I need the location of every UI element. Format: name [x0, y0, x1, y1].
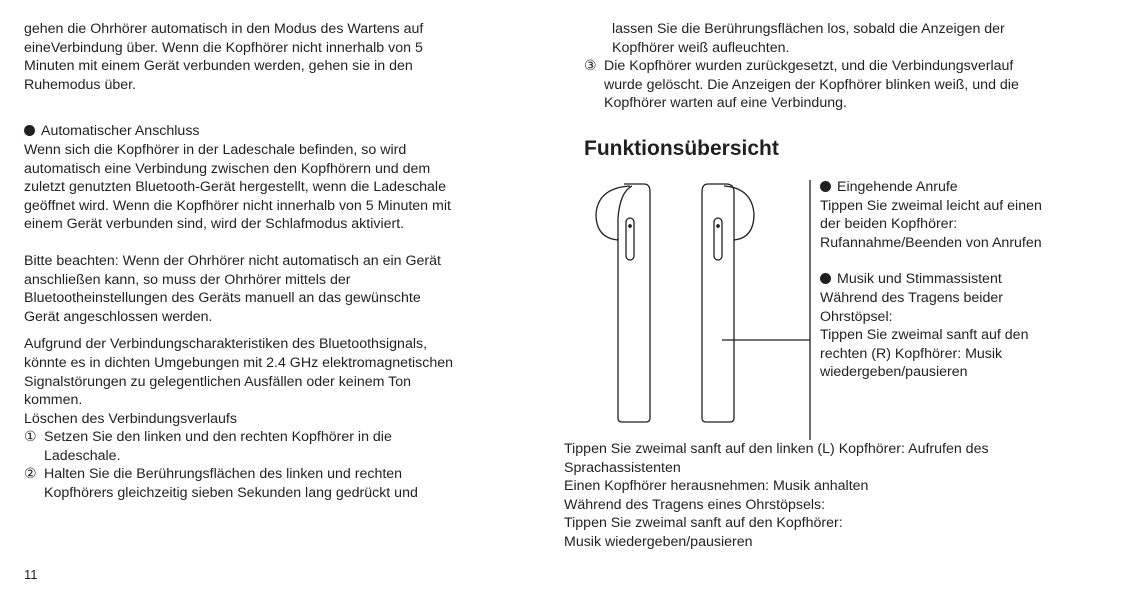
auto-body-line: geöffnet wird. Wenn die Kopfhörer nicht innerhalb von 5 Minuten mit: [24, 197, 451, 214]
intro-line: Ruhemodus über.: [24, 76, 136, 93]
step-number: ②: [24, 466, 37, 483]
step-number: ①: [24, 429, 37, 446]
note-line: Bitte beachten: Wenn der Ohrhörer nicht automatisch an ein Gerät: [24, 252, 441, 269]
step-2-cont: Kopfhörer weiß aufleuchten.: [612, 39, 790, 56]
signal-line: Signalstörungen zu gelegentlichen Ausfällen oder keinem Ton: [24, 373, 412, 390]
step-3-cont: wurde gelöscht. Die Anzeigen der Kopfhörer blinken weiß, und die: [604, 76, 1019, 93]
music-detail-line: Musik wiedergeben/pausieren: [564, 533, 753, 550]
signal-line: könnte es in dichten Umgebungen mit 2.4 GHz elektromagnetischen: [24, 354, 454, 371]
note-line: Bluetootheinstellungen des Geräts manuell an das gewünschte: [24, 290, 421, 307]
calls-body-line: der beiden Kopfhörer:: [820, 216, 958, 233]
auto-body-line: zuletzt genutzten Bluetooth-Gerät hergestellt, wenn die Ladeschale: [24, 179, 446, 196]
music-detail-line: Tippen Sie zweimal sanft auf den Kopfhörer:: [564, 515, 843, 532]
music-body-line: rechten (R) Kopfhörer: Musik: [820, 345, 1003, 362]
music-body-line: Tippen Sie zweimal sanft auf den: [820, 327, 1029, 344]
intro-line: Minuten mit einem Gerät verbunden werden, gehen sie in den: [24, 58, 413, 75]
right-earbud-head: [724, 186, 754, 240]
music-detail-line: Tippen Sie zweimal sanft auf den linken (L) Kopfhörer: Aufrufen des: [564, 440, 989, 457]
signal-line: Aufgrund der Verbindungscharakteristiken des Bluetoothsignals,: [24, 336, 428, 353]
clear-history-heading: Löschen des Verbindungsverlaufs: [24, 410, 237, 427]
signal-line: kommen.: [24, 392, 83, 409]
calls-body-line: Tippen Sie zweimal leicht auf einen: [820, 197, 1042, 214]
music-body-line: Ohrstöpsel:: [820, 308, 893, 325]
function-overview-figure: [584, 178, 1104, 440]
step-3-cont: Kopfhörer warten auf eine Verbindung.: [604, 95, 847, 112]
auto-body-line: automatisch eine Verbindung zwischen den Kopfhörern und dem: [24, 160, 431, 177]
earbuds-illustration: [584, 178, 820, 440]
auto-body-line: Wenn sich die Kopfhörer in der Ladeschale befinden, so wird: [24, 141, 407, 158]
step-number: ③: [584, 58, 597, 75]
left-column: [24, 20, 554, 503]
calls-body-line: Rufannahme/Beenden von Anrufen: [820, 234, 1042, 251]
music-detail-line: Einen Kopfhörer herausnehmen: Musik anhalten: [564, 478, 869, 495]
step-2: ② Halten Sie die Berührungsflächen des linken und rechten: [24, 466, 403, 483]
step-1-cont: Ladeschale.: [44, 447, 121, 464]
bullet-icon: [820, 181, 831, 192]
intro-line: eineVerbindung über. Wenn die Kopfhörer nicht innerhalb von 5: [24, 39, 423, 56]
note-line: Gerät angeschlossen werden.: [24, 308, 213, 325]
music-body-line: wiedergeben/pausieren: [820, 364, 968, 381]
right-column: [564, 20, 1104, 552]
auto-connect-heading: Automatischer Anschluss: [24, 122, 554, 141]
right-earbud-stem: [702, 184, 734, 422]
page-number: 11: [24, 567, 38, 582]
auto-body-line: einem Gerät verbunden sind, wird der Schlafmodus aktiviert.: [24, 216, 405, 233]
left-earbud-head: [596, 186, 630, 240]
bullet-icon: [820, 273, 831, 284]
step-3: ③ Die Kopfhörer wurden zurückgesetzt, und die Verbindungsverlauf: [584, 58, 1014, 75]
step-2-cont: Kopfhörers gleichzeitig sieben Sekunden lang gedrückt und: [44, 485, 418, 502]
music-detail-line: Während des Tragens eines Ohrstöpsels:: [564, 496, 826, 513]
intro-line: gehen die Ohrhörer automatisch in den Modus des Wartens auf: [24, 21, 424, 37]
step-1: ① Setzen Sie den linken und den rechten Kopfhörer in die: [24, 429, 392, 446]
step-2-cont: lassen Sie die Berührungsflächen los, sobald die Anzeigen der: [612, 21, 1005, 37]
music-body-line: Während des Tragens beider: [820, 289, 1003, 306]
calls-heading: Eingehende Anrufe: [820, 178, 1110, 197]
section-heading: Funktionsübersicht: [584, 136, 779, 160]
note-line: anschließen kann, so muss der Ohrhörer mittels der: [24, 271, 351, 288]
music-heading: Musik und Stimmassistent: [820, 270, 1110, 289]
bullet-icon: [24, 125, 35, 136]
music-detail-line: Sprachassistenten: [564, 459, 681, 476]
